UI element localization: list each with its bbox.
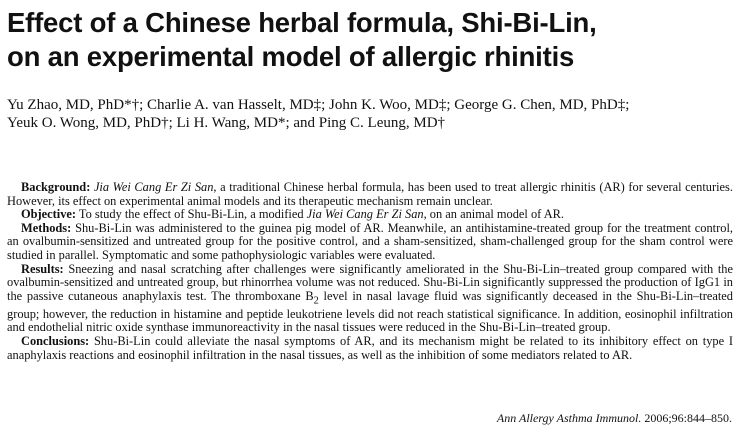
objective-label: Objective: <box>21 207 77 222</box>
title-line-1: Effect of a Chinese herbal formula, Shi-Bi-Lin, <box>7 7 597 38</box>
objective-formula-name: Jia Wei Cang Er Zi San <box>306 207 424 222</box>
abstract-results <box>7 263 733 335</box>
author-list <box>7 96 735 132</box>
objective-text-post: , on an animal model of AR. <box>423 207 564 222</box>
abstract-methods <box>7 222 733 263</box>
results-subscript: 2 <box>313 295 319 307</box>
title-line-2: on an experimental model of allergic rhinitis <box>7 41 575 72</box>
methods-label: Methods: <box>21 220 72 235</box>
conclusions-text: Shu-Bi-Lin could alleviate the nasal symptoms of AR, and its mechanism might be related to its inhibitory effect on type I anaphylaxis reactions and eosinophil infiltration in the nasal tissues, as well as the inhibition of some mediators related to AR. <box>7 334 733 362</box>
background-label: Background: <box>21 180 91 194</box>
authors-line-1: Yu Zhao, MD, PhD*†; Charlie A. van Hasselt, MD‡; John K. Woo, MD‡; George G. Chen, MD, PhD‡; <box>7 97 630 113</box>
results-text-post: level in nasal lavage fluid was significantly deceased in the Shu-Bi-Lin–treated group; however, the reduction in histamine and peptide leukotriene levels did not reach statistical significance. In addition, eosinophil infiltration and endothelial nitric oxide synthase immunoreactivity in the nasal tissues were reduced in the Shu-Bi-Lin–treated group. <box>7 288 733 335</box>
formula-name: Jia Wei Cang Er Zi San <box>93 180 214 194</box>
abstract <box>7 181 733 362</box>
abstract-objective <box>7 208 733 222</box>
journal-name: Ann Allergy Asthma Immunol. <box>496 411 642 425</box>
objective-text-pre: To study the effect of Shu-Bi-Lin, a modified <box>78 207 307 222</box>
journal-citation <box>497 411 732 425</box>
background-text: , a traditional Chinese herbal formula, has been used to treat allergic rhinitis (AR) for several centuries. However, its effect on experimental animal models and its therapeutic mechanism remain unclear. <box>7 180 733 208</box>
authors-line-2: Yeuk O. Wong, MD, PhD†; Li H. Wang, MD*; and Ping C. Leung, MD† <box>7 115 446 131</box>
article-title <box>7 6 735 74</box>
abstract-conclusions <box>7 335 733 362</box>
abstract-background <box>7 181 733 208</box>
methods-text: Shu-Bi-Lin was administered to the guinea pig model of AR. Meanwhile, an antihistamine-treated group for the treatment control, an ovalbumin-sensitized and untreated group for the positive control, and a sham-sensitized, sham-challenged group for the sham control were studied in parallel. Symptomatic and some pathophysiologic variables were evaluated. <box>7 220 733 262</box>
results-text-pre: Sneezing and nasal scratching after challenges were significantly ameliorated in the Shu-Bi-Lin–treated group compared with the ovalbumin-sensitized and untreated group, but rhinorrhea volume was not reduced. Shu-Bi-Lin significantly suppressed the production of IgG1 in the passive cutaneous anaphylaxis test. The thromboxane B <box>7 261 733 303</box>
conclusions-label: Conclusions: <box>21 334 90 348</box>
results-label: Results: <box>21 261 64 276</box>
citation-details: 2006;96:844–850. <box>641 411 732 425</box>
